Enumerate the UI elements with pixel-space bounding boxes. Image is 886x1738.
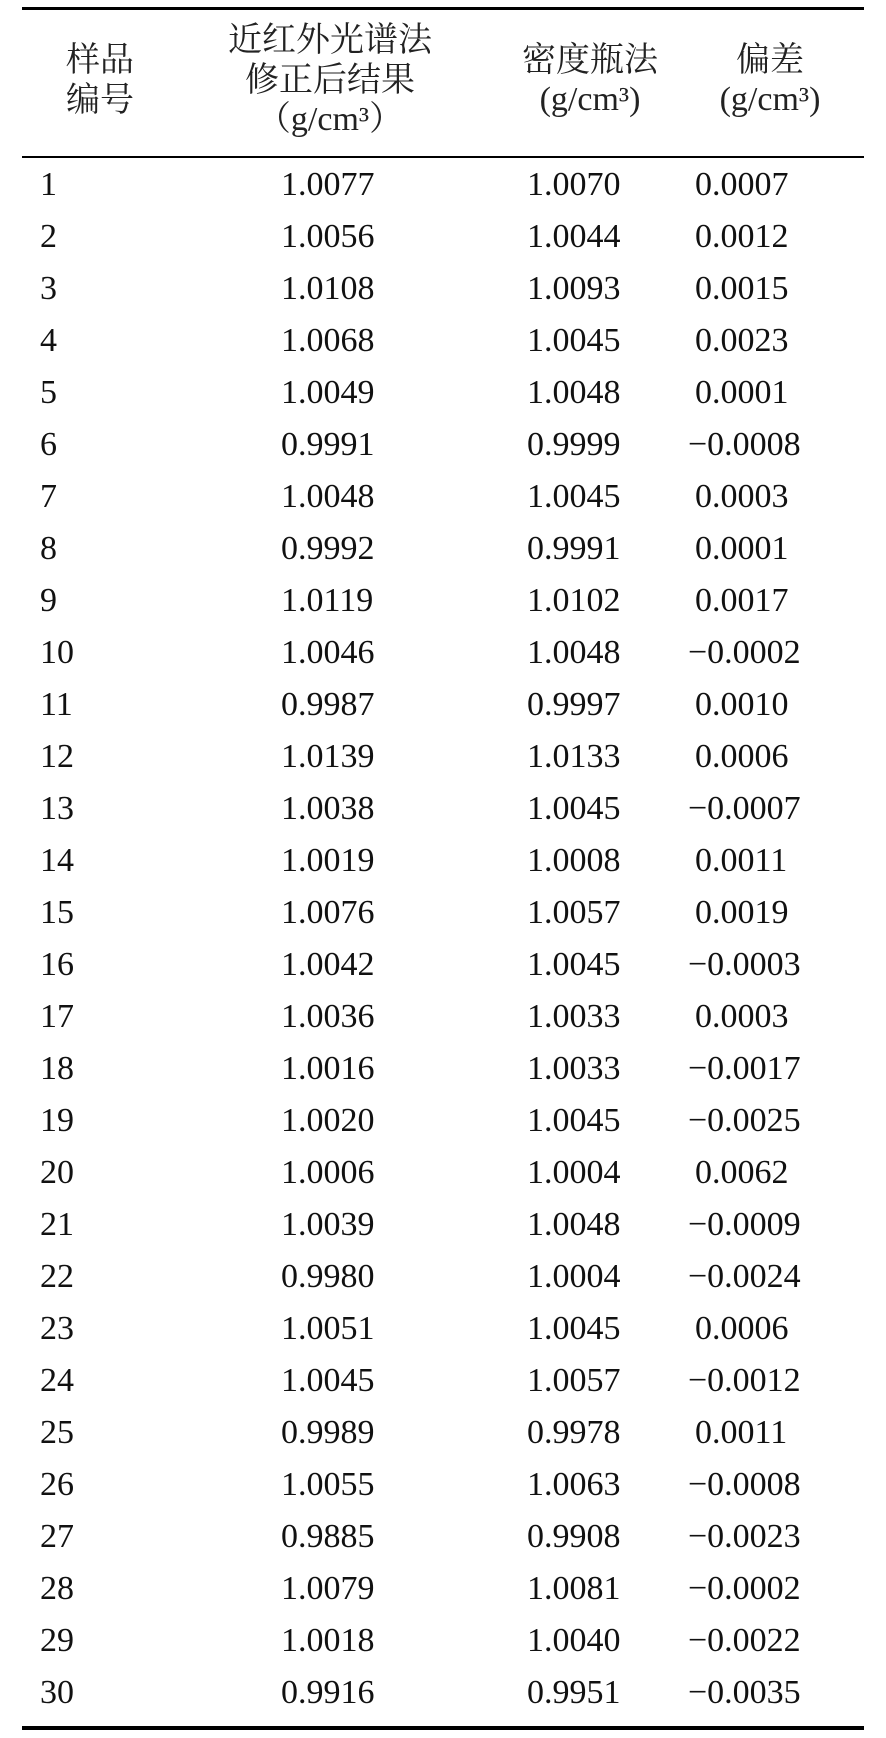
- table-bottom-rule: [22, 1726, 864, 1730]
- cell-density-bottle-value: 0.9951: [527, 1674, 621, 1711]
- cell-density-bottle-value: 1.0093: [527, 270, 621, 307]
- header-unit: (g/cm³): [719, 81, 821, 118]
- cell-sample-number: 8: [40, 530, 57, 567]
- cell-sample-number: 13: [40, 790, 74, 827]
- cell-density-bottle-value: 1.0040: [527, 1622, 621, 1659]
- table-row: [0, 1095, 886, 1147]
- header-deviation: [690, 40, 850, 120]
- cell-density-bottle-value: 1.0045: [527, 478, 621, 515]
- table-row: [0, 1459, 886, 1511]
- cell-sample-number: 21: [40, 1206, 74, 1243]
- table-row: [0, 939, 886, 991]
- cell-density-bottle-value: 1.0045: [527, 790, 621, 827]
- table-row: [0, 315, 886, 367]
- cell-sample-number: 14: [40, 842, 74, 879]
- cell-density-bottle-value: 1.0063: [527, 1466, 621, 1503]
- table-row: [0, 1355, 886, 1407]
- cell-nir-value: 1.0077: [281, 166, 375, 203]
- cell-nir-value: 1.0119: [281, 582, 374, 619]
- cell-deviation: −0.0024: [688, 1258, 801, 1295]
- header-density-bottle: [490, 40, 690, 120]
- cell-deviation: 0.0015: [695, 270, 789, 307]
- cell-deviation: −0.0017: [688, 1050, 801, 1087]
- cell-sample-number: 15: [40, 894, 74, 931]
- header-line: 偏差: [736, 40, 804, 80]
- cell-nir-value: 1.0049: [281, 374, 375, 411]
- cell-nir-value: 0.9991: [281, 426, 375, 463]
- table-row: [0, 367, 886, 419]
- cell-sample-number: 7: [40, 478, 57, 515]
- cell-sample-number: 4: [40, 322, 57, 359]
- cell-nir-value: 0.9916: [281, 1674, 375, 1711]
- cell-deviation: −0.0009: [688, 1206, 801, 1243]
- cell-nir-value: 1.0139: [281, 738, 375, 775]
- table-row: [0, 211, 886, 263]
- cell-density-bottle-value: 1.0081: [527, 1570, 621, 1607]
- cell-deviation: 0.0006: [695, 1310, 789, 1347]
- cell-nir-value: 1.0016: [281, 1050, 375, 1087]
- cell-nir-value: 1.0108: [281, 270, 375, 307]
- cell-nir-value: 1.0051: [281, 1310, 375, 1347]
- header-unit: （g/cm³）: [256, 101, 404, 138]
- cell-nir-value: 0.9980: [281, 1258, 375, 1295]
- cell-density-bottle-value: 1.0033: [527, 1050, 621, 1087]
- header-nir-corrected: [210, 20, 450, 140]
- header-line: 密度瓶法: [522, 40, 658, 80]
- cell-sample-number: 1: [40, 166, 57, 203]
- cell-deviation: 0.0007: [695, 166, 789, 203]
- cell-sample-number: 12: [40, 738, 74, 775]
- table-row: [0, 159, 886, 211]
- header-line: 样品: [66, 40, 134, 80]
- table-top-rule: [22, 7, 864, 10]
- cell-sample-number: 5: [40, 374, 57, 411]
- cell-sample-number: 28: [40, 1570, 74, 1607]
- cell-nir-value: 1.0076: [281, 894, 375, 931]
- header-line: 修正后结果: [245, 60, 415, 100]
- cell-deviation: −0.0008: [688, 426, 801, 463]
- cell-sample-number: 17: [40, 998, 74, 1035]
- table-row: [0, 1147, 886, 1199]
- header-line: 编号: [66, 80, 134, 120]
- cell-density-bottle-value: 1.0102: [527, 582, 621, 619]
- cell-nir-value: 1.0048: [281, 478, 375, 515]
- cell-nir-value: 1.0019: [281, 842, 375, 879]
- cell-sample-number: 19: [40, 1102, 74, 1139]
- table-row: [0, 263, 886, 315]
- table-row: [0, 1251, 886, 1303]
- cell-density-bottle-value: 0.9999: [527, 426, 621, 463]
- cell-deviation: −0.0002: [688, 1570, 801, 1607]
- cell-sample-number: 20: [40, 1154, 74, 1191]
- cell-deviation: 0.0023: [695, 322, 789, 359]
- cell-density-bottle-value: 1.0033: [527, 998, 621, 1035]
- cell-deviation: 0.0012: [695, 218, 789, 255]
- cell-deviation: 0.0006: [695, 738, 789, 775]
- cell-deviation: −0.0022: [688, 1622, 801, 1659]
- table-row: [0, 835, 886, 887]
- cell-nir-value: 0.9987: [281, 686, 375, 723]
- cell-sample-number: 22: [40, 1258, 74, 1295]
- cell-nir-value: 1.0068: [281, 322, 375, 359]
- cell-sample-number: 23: [40, 1310, 74, 1347]
- cell-deviation: −0.0003: [688, 946, 801, 983]
- cell-deviation: 0.0019: [695, 894, 789, 931]
- table-row: [0, 575, 886, 627]
- cell-nir-value: 1.0045: [281, 1362, 375, 1399]
- table-row: [0, 731, 886, 783]
- cell-density-bottle-value: 1.0057: [527, 894, 621, 931]
- table-row: [0, 991, 886, 1043]
- table-row: [0, 1511, 886, 1563]
- cell-sample-number: 9: [40, 582, 57, 619]
- cell-density-bottle-value: 1.0048: [527, 374, 621, 411]
- cell-deviation: 0.0011: [695, 1414, 788, 1451]
- table-body: [0, 159, 886, 1719]
- cell-deviation: 0.0062: [695, 1154, 789, 1191]
- table-row: [0, 679, 886, 731]
- cell-density-bottle-value: 0.9978: [527, 1414, 621, 1451]
- cell-deviation: −0.0025: [688, 1102, 801, 1139]
- cell-sample-number: 18: [40, 1050, 74, 1087]
- cell-nir-value: 1.0046: [281, 634, 375, 671]
- table-row: [0, 1563, 886, 1615]
- cell-density-bottle-value: 0.9997: [527, 686, 621, 723]
- table-row: [0, 1303, 886, 1355]
- cell-nir-value: 1.0006: [281, 1154, 375, 1191]
- cell-deviation: 0.0003: [695, 478, 789, 515]
- cell-deviation: 0.0010: [695, 686, 789, 723]
- cell-deviation: 0.0001: [695, 530, 789, 567]
- cell-sample-number: 16: [40, 946, 74, 983]
- cell-sample-number: 6: [40, 426, 57, 463]
- cell-density-bottle-value: 1.0057: [527, 1362, 621, 1399]
- cell-sample-number: 27: [40, 1518, 74, 1555]
- cell-nir-value: 0.9992: [281, 530, 375, 567]
- cell-density-bottle-value: 1.0045: [527, 946, 621, 983]
- cell-sample-number: 25: [40, 1414, 74, 1451]
- cell-sample-number: 2: [40, 218, 57, 255]
- cell-deviation: −0.0008: [688, 1466, 801, 1503]
- cell-density-bottle-value: 0.9908: [527, 1518, 621, 1555]
- cell-deviation: −0.0007: [688, 790, 801, 827]
- cell-density-bottle-value: 1.0045: [527, 1102, 621, 1139]
- cell-sample-number: 10: [40, 634, 74, 671]
- cell-sample-number: 3: [40, 270, 57, 307]
- cell-density-bottle-value: 0.9991: [527, 530, 621, 567]
- cell-density-bottle-value: 1.0004: [527, 1258, 621, 1295]
- cell-deviation: −0.0023: [688, 1518, 801, 1555]
- cell-deviation: −0.0035: [688, 1674, 801, 1711]
- cell-density-bottle-value: 1.0133: [527, 738, 621, 775]
- table-row: [0, 419, 886, 471]
- cell-deviation: −0.0002: [688, 634, 801, 671]
- cell-nir-value: 1.0039: [281, 1206, 375, 1243]
- cell-density-bottle-value: 1.0045: [527, 322, 621, 359]
- cell-density-bottle-value: 1.0008: [527, 842, 621, 879]
- table-row: [0, 1199, 886, 1251]
- table-row: [0, 627, 886, 679]
- cell-density-bottle-value: 1.0044: [527, 218, 621, 255]
- table-row: [0, 471, 886, 523]
- header-sample-number: [40, 40, 160, 120]
- table-row: [0, 523, 886, 575]
- cell-sample-number: 26: [40, 1466, 74, 1503]
- cell-nir-value: 1.0036: [281, 998, 375, 1035]
- header-line: 近红外光谱法: [228, 20, 432, 60]
- cell-nir-value: 1.0042: [281, 946, 375, 983]
- cell-density-bottle-value: 1.0004: [527, 1154, 621, 1191]
- cell-deviation: 0.0011: [695, 842, 788, 879]
- table-row: [0, 887, 886, 939]
- cell-nir-value: 1.0055: [281, 1466, 375, 1503]
- cell-sample-number: 24: [40, 1362, 74, 1399]
- table-row: [0, 1667, 886, 1719]
- cell-nir-value: 1.0056: [281, 218, 375, 255]
- cell-deviation: 0.0017: [695, 582, 789, 619]
- cell-sample-number: 30: [40, 1674, 74, 1711]
- cell-nir-value: 1.0038: [281, 790, 375, 827]
- cell-density-bottle-value: 1.0048: [527, 1206, 621, 1243]
- cell-sample-number: 29: [40, 1622, 74, 1659]
- header-unit: (g/cm³): [539, 81, 641, 118]
- table-row: [0, 783, 886, 835]
- cell-nir-value: 1.0018: [281, 1622, 375, 1659]
- cell-sample-number: 11: [40, 686, 73, 723]
- cell-density-bottle-value: 1.0048: [527, 634, 621, 671]
- cell-nir-value: 1.0020: [281, 1102, 375, 1139]
- cell-density-bottle-value: 1.0045: [527, 1310, 621, 1347]
- cell-nir-value: 0.9989: [281, 1414, 375, 1451]
- table-row: [0, 1407, 886, 1459]
- table-row: [0, 1043, 886, 1095]
- cell-nir-value: 0.9885: [281, 1518, 375, 1555]
- table-row: [0, 1615, 886, 1667]
- cell-density-bottle-value: 1.0070: [527, 166, 621, 203]
- cell-nir-value: 1.0079: [281, 1570, 375, 1607]
- cell-deviation: −0.0012: [688, 1362, 801, 1399]
- cell-deviation: 0.0001: [695, 374, 789, 411]
- header-separator-rule: [22, 156, 864, 158]
- cell-deviation: 0.0003: [695, 998, 789, 1035]
